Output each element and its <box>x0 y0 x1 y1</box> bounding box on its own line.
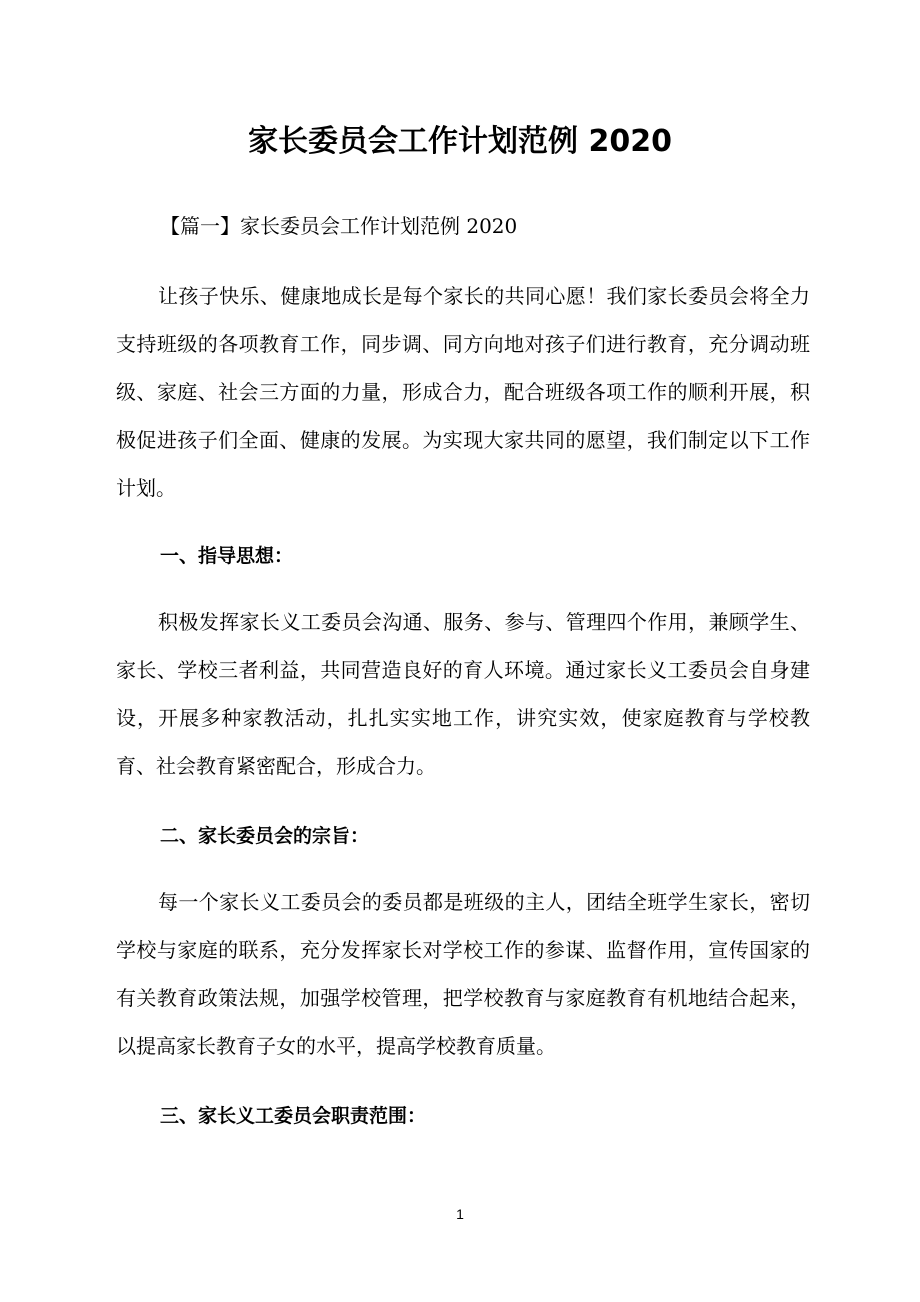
heading-purpose: 二、家长委员会的宗旨： <box>160 825 370 847</box>
heading-responsibilities: 三、家长义工委员会职责范围： <box>160 1105 427 1127</box>
document-title: 家长委员会工作计划范例 2020 <box>248 124 672 159</box>
section-title: 【篇一】家长委员会工作计划范例 2020 <box>160 214 518 238</box>
page-number: 1 <box>456 1206 464 1222</box>
paragraph-purpose: 每一个家长义工委员会的委员都是班级的主人，团结全班学生家长，密切学校与家庭的联系，充分发挥家长对学校工作的参谋、监督作用，宣传国家的有关教育政策法规，加强学校管理，把学校教育与家庭教育有机地结合起来，以提高家长教育子女的水平，提高学校教育质量。 <box>116 890 810 1058</box>
intro-paragraph: 让孩子快乐、健康地成长是每个家长的共同心愿！我们家长委员会将全力支持班级的各项教育工作，同步调、同方向地对孩子们进行教育，充分调动班级、家庭、社会三方面的力量，形成合力，配合班级各项工作的顺利开展，积极促进孩子们全面、健康的发展。为实现大家共同的愿望，我们制定以下工作计划。 <box>116 284 810 500</box>
heading-guiding-thought: 一、指导思想： <box>160 545 294 567</box>
paragraph-guiding-thought: 积极发挥家长义工委员会沟通、服务、参与、管理四个作用，兼顾学生、家长、学校三者利益，共同营造良好的育人环境。通过家长义工委员会自身建设，开展多种家教活动，扎扎实实地工作，讲究实效，使家庭教育与学校教育、社会教育紧密配合，形成合力。 <box>116 610 810 778</box>
